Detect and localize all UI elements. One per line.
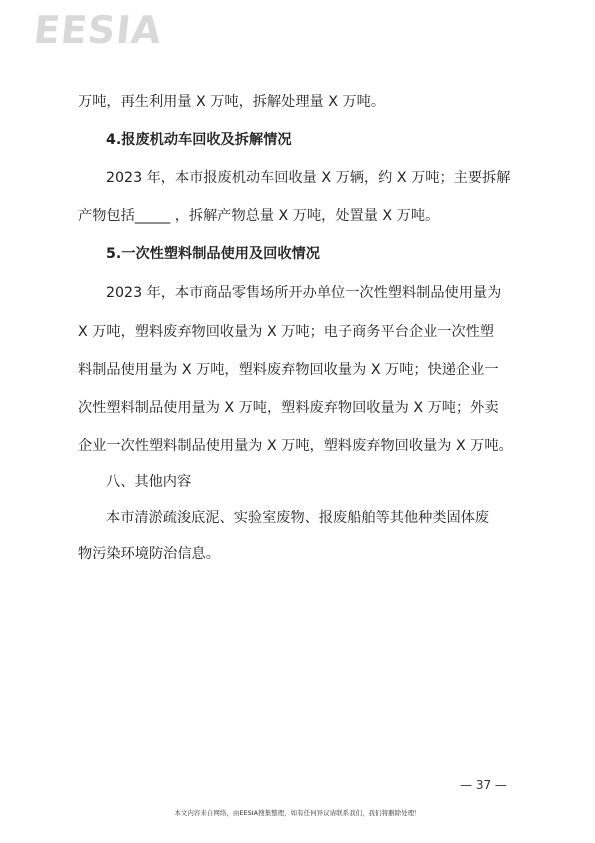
paragraph-line: 企业一次性塑料制品使用量为 X 万吨，塑料废弃物回收量为 X 万吨。 (78, 438, 513, 454)
paragraph-line: 产物包括_____ ，拆解产物总量 X 万吨，处置量 X 万吨。 (78, 208, 440, 224)
page-number: — 37 — (460, 778, 507, 792)
paragraph-line: 2023 年，本市报废机动车回收量 X 万辆，约 X 万吨；主要拆解 (106, 170, 511, 186)
paragraph-line: 本市清淤疏浚底泥、实验室废物、报废船舶等其他种类固体废 (106, 510, 490, 526)
paragraph-line: 物污染环境防治信息。 (78, 546, 220, 562)
paragraph-line: 2023 年，本市商品零售场所开办单位一次性塑料制品使用量为 (106, 285, 502, 301)
footer-disclaimer: 本文内容来自网络，由EESIA搜集整理，如有任何异议请联系我们，我们将删除处理！ (174, 809, 421, 817)
paragraph-line: 万吨，再生利用量 X 万吨，拆解处理量 X 万吨。 (78, 94, 386, 110)
section-heading-plastic-products: 5.一次性塑料制品使用及回收情况 (106, 246, 320, 262)
paragraph-line: 料制品使用量为 X 万吨，塑料废弃物回收量为 X 万吨；快递企业一 (78, 362, 499, 378)
paragraph-line: 次性塑料制品使用量为 X 万吨，塑料废弃物回收量为 X 万吨；外卖 (78, 400, 499, 416)
section-heading-vehicle-recycling: 4.报废机动车回收及拆解情况 (106, 132, 292, 148)
paragraph-line: X 万吨，塑料废弃物回收量为 X 万吨；电子商务平台企业一次性塑 (78, 324, 495, 340)
section-heading-other-content: 八、其他内容 (106, 474, 192, 490)
eesia-logo: EESIA (31, 8, 165, 52)
